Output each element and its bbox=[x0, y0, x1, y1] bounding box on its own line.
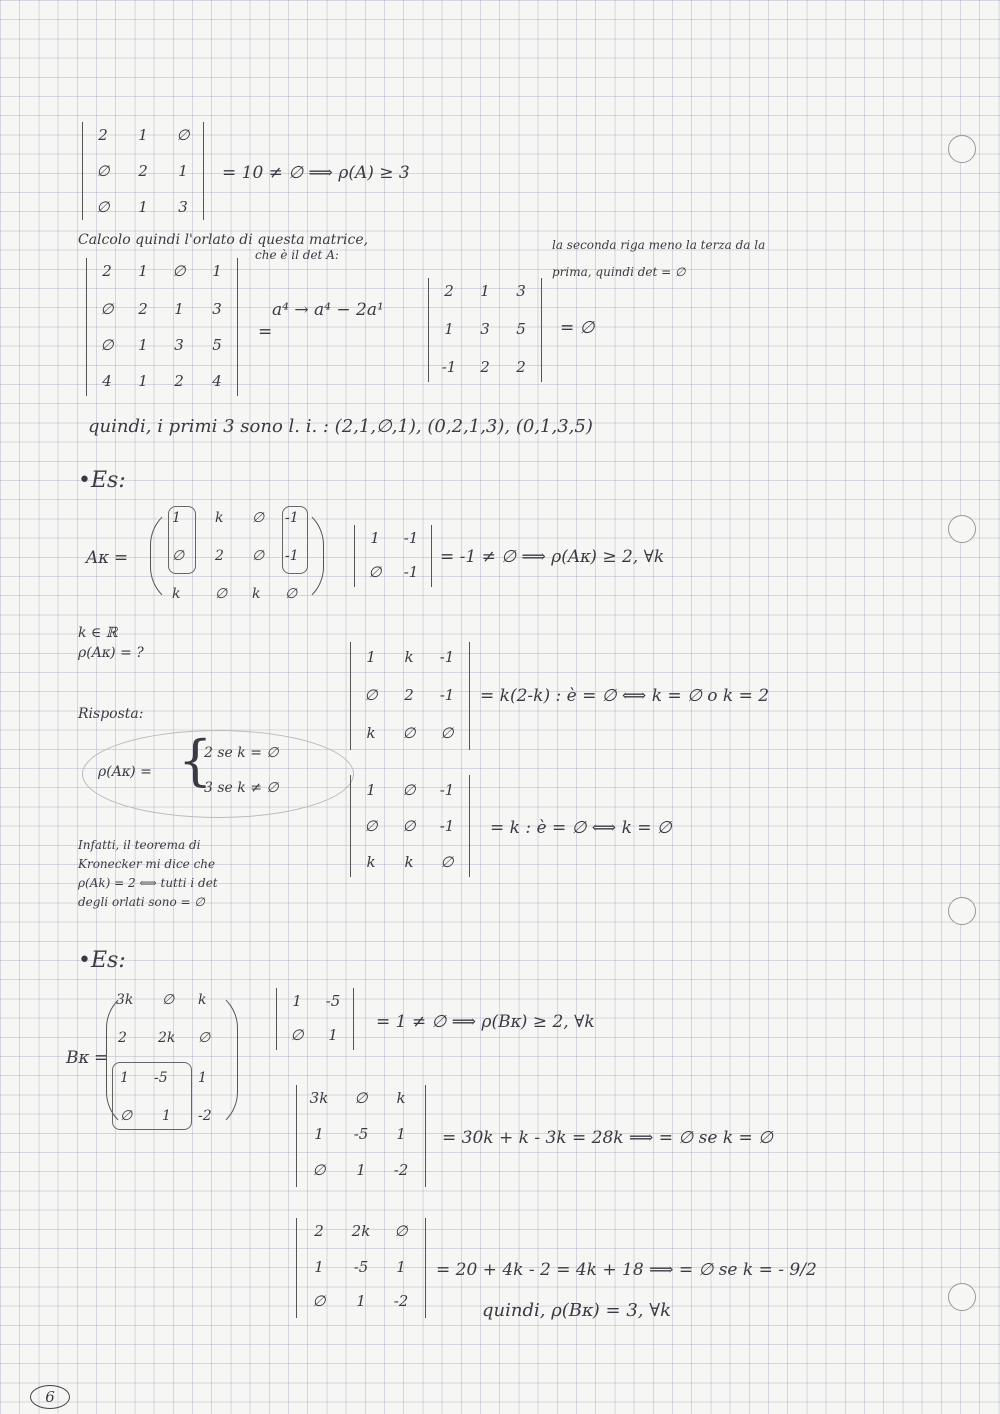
det-bk-1-result: = 30k + k - 3k = 28k ⟹ = ∅ se k = ∅ bbox=[442, 1128, 773, 1148]
matrix-label-ak: Aᴋ = bbox=[86, 548, 129, 568]
answer-case-2: 3 se k ≠ ∅ bbox=[204, 780, 279, 796]
answer-case-1: 2 se k = ∅ bbox=[204, 745, 279, 761]
answer-lhs: ρ(Aᴋ) = bbox=[98, 764, 152, 780]
note-right-1: la seconda riga meno la terza da la bbox=[552, 238, 766, 252]
matrix-4x4: 2 1 ∅ 1 ∅ 2 1 3 ∅ 1 3 5 4 1 2 4 bbox=[86, 258, 238, 396]
note-orlato: Calcolo quindi l'orlato di questa matrice, bbox=[78, 232, 369, 248]
page-number: 6 bbox=[30, 1385, 70, 1409]
matrix-3x3-reduced: 2 1 3 1 3 5 -1 2 2 bbox=[428, 278, 542, 382]
answer-brace: { bbox=[178, 729, 213, 792]
matrix-label-bk: Bᴋ = bbox=[66, 1048, 109, 1068]
det-orlato-1: 1 k -1 ∅ 2 -1 k ∅ ∅ bbox=[350, 642, 470, 750]
minor-result-ak: = -1 ≠ ∅ ⟹ ρ(Aᴋ) ≥ 2, ∀k bbox=[440, 547, 665, 567]
row-operation: a⁴ → a⁴ − 2a¹ bbox=[272, 300, 384, 320]
equals-sign: = bbox=[258, 322, 273, 342]
minor-2x2-ak: 1 -1 ∅ -1 bbox=[354, 525, 432, 587]
minor-2x2-bk: 1 -5 ∅ 1 bbox=[276, 988, 354, 1050]
det-zero: = ∅ bbox=[560, 318, 595, 338]
matrix-bk: 3k ∅ k 2 2k ∅ 1 -5 1 ∅ 1 -2 bbox=[116, 992, 212, 1124]
rank-question: ρ(Aᴋ) = ? bbox=[78, 645, 144, 661]
det-result-1: = 10 ≠ ∅ ⟹ ρ(A) ≥ 3 bbox=[222, 163, 410, 183]
det-bk-2-result: = 20 + 4k - 2 = 4k + 18 ⟹ = ∅ se k = - 9/2 bbox=[436, 1260, 817, 1280]
note-orlato-2: che è il det A: bbox=[255, 248, 339, 262]
minor-result-bk: = 1 ≠ ∅ ⟹ ρ(Bᴋ) ≥ 2, ∀k bbox=[376, 1012, 595, 1032]
det-orlato-1-result: = k(2-k) : è = ∅ ⟺ k = ∅ o k = 2 bbox=[480, 686, 770, 706]
det-orlato-2: 1 ∅ -1 ∅ ∅ -1 k k ∅ bbox=[350, 775, 470, 877]
det-orlato-2-result: = k : è = ∅ ⟺ k = ∅ bbox=[490, 818, 672, 838]
det-bk-2: 2 2k ∅ 1 -5 1 ∅ 1 -2 bbox=[296, 1218, 426, 1318]
matrix-ak: 1 k ∅ -1 ∅ 2 ∅ -1 k ∅ k ∅ bbox=[172, 510, 299, 602]
det-bk-1: 3k ∅ k 1 -5 1 ∅ 1 -2 bbox=[296, 1085, 426, 1187]
exercise-heading-2: •Es: bbox=[78, 948, 126, 973]
matrix-3x3-det: 2 1 ∅ ∅ 2 1 ∅ 1 3 bbox=[82, 122, 204, 220]
punch-hole-1 bbox=[948, 135, 976, 163]
note-right-2: prima, quindi det = ∅ bbox=[552, 265, 686, 279]
punch-hole-4 bbox=[948, 1283, 976, 1311]
final-conclusion: quindi, ρ(Bᴋ) = 3, ∀k bbox=[482, 1300, 671, 1321]
exercise-heading-1: •Es: bbox=[78, 468, 126, 493]
conclusion-line: quindi, i primi 3 sono l. i. : (2,1,∅,1), (0,2,1,3), (0,1,3,5) bbox=[88, 416, 593, 437]
punch-hole-3 bbox=[948, 897, 976, 925]
answer-label: Risposta: bbox=[78, 706, 144, 722]
k-domain: k ∈ ℝ bbox=[78, 625, 118, 641]
punch-hole-2 bbox=[948, 515, 976, 543]
